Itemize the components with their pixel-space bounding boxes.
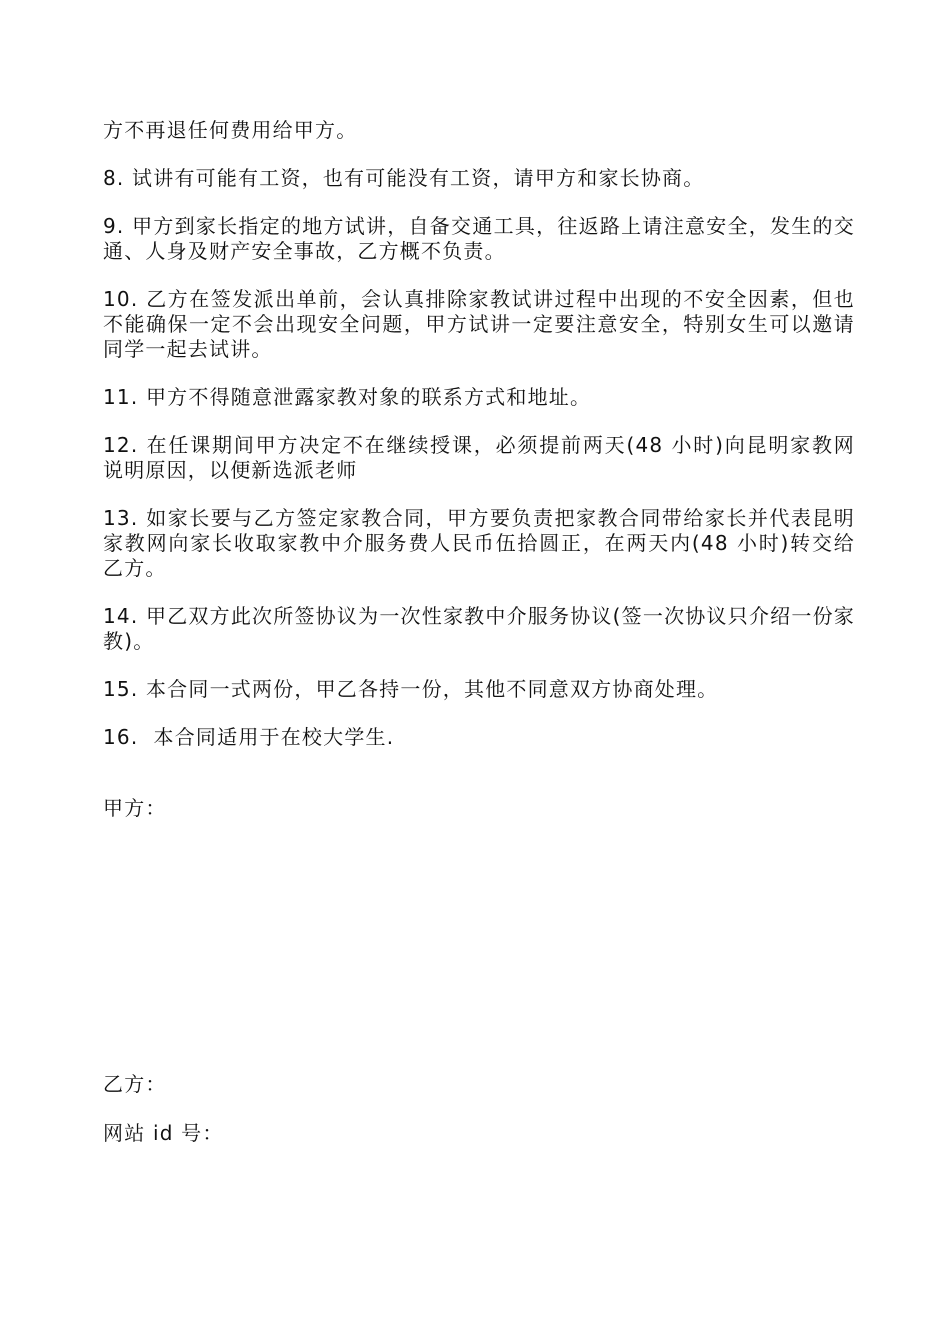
clause-11: 11. 甲方不得随意泄露家教对象的联系方式和地址。 xyxy=(103,385,592,409)
clause-10: 10. 乙方在签发派出单前，会认真排除家教试讲过程中出现的不安全因素，但也不能确保一定不会出现安全问题，甲方试讲一定要注意安全，特别女生可以邀请同学一起去试讲。 xyxy=(103,287,855,361)
site-id-label: 网站 id 号： xyxy=(103,1121,224,1145)
clause-8: 8. 试讲有可能有工资，也有可能没有工资，请甲方和家长协商。 xyxy=(103,166,705,190)
clause-16: 16. 本合同适用于在校大学生. xyxy=(103,725,395,749)
clause-12: 12. 在任课期间甲方决定不在继续授课，必须提前两天(48 小时)向昆明家教网说明原因，以便新选派老师 xyxy=(103,433,855,482)
clause-9: 9. 甲方到家长指定的地方试讲，自备交通工具，往返路上请注意安全，发生的交通、人身及财产安全事故，乙方概不负责。 xyxy=(103,214,855,263)
clause-14: 14. 甲乙双方此次所签协议为一次性家教中介服务协议(签一次协议只介绍一份家教)。 xyxy=(103,604,855,653)
party-b-signature-label: 乙方： xyxy=(103,1072,167,1096)
contract-body xyxy=(103,118,855,773)
party-a-signature-label: 甲方： xyxy=(103,796,167,820)
clause-continuation: 方不再退任何费用给甲方。 xyxy=(103,118,358,142)
clause-13: 13. 如家长要与乙方签定家教合同，甲方要负责把家教合同带给家长并代表昆明家教网向家长收取家教中介服务费人民币伍拾圆正，在两天内(48 小时)转交给乙方。 xyxy=(103,506,855,580)
clause-15: 15. 本合同一式两份，甲乙各持一份，其他不同意双方协商处理。 xyxy=(103,677,719,701)
